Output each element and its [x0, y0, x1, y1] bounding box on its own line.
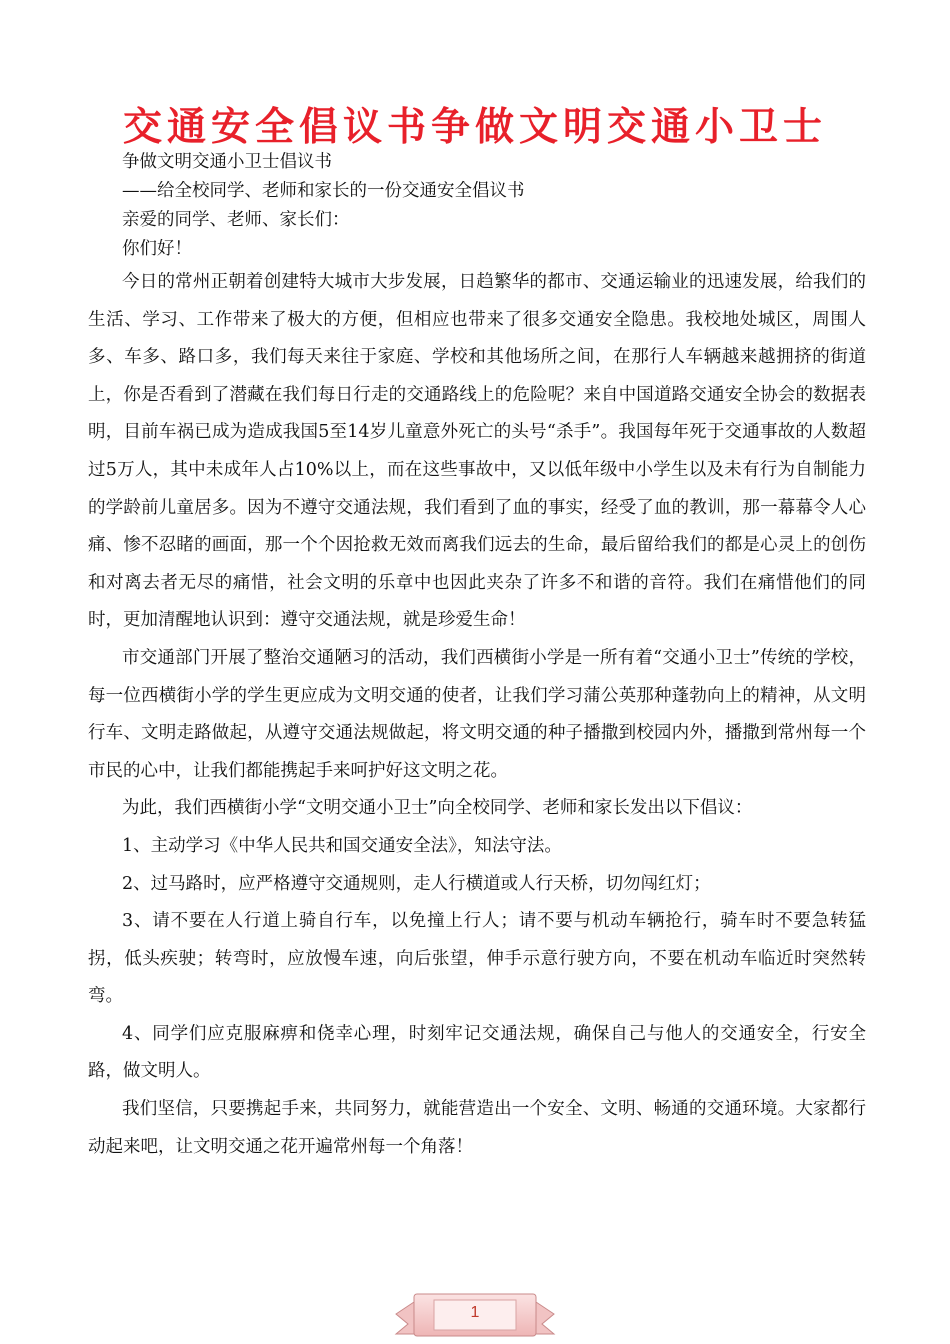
paragraph-closing: 我们坚信，只要携起手来，共同努力，就能营造出一个安全、文明、畅通的交通环境。大家都行动起来吧，让文明交通之花开遍常州每一个角落！	[88, 1099, 866, 1157]
paragraph-intro: 今日的常州正朝着创建特大城市大步发展，日趋繁华的都市、交通运输业的迅速发展，给我们的生活、学习、工作带来了极大的方便，但相应也带来了很多交通安全隐患。我校地处城区，周围人多、车多、路口多，我们每天来往于家庭、学校和其他场所之间，在那行人车辆越来越拥挤的街道上，你是否看到了潜藏在我们每日行走的交通路线上的危险呢？来自中国道路交通安全协会的数据表明，目前车祸已成为造成我国5至14岁儿童意外死亡的头号“杀手”。我国每年死于交通事故的人数超过5万人，其中未成年人占10%以上，而在这些事故中，又以低年级中小学生以及未有行为自制能力的学龄前儿童居多。因为不遵守交通法规，我们看到了血的事实，经受了血的教训，那一幕幕令人心痛、惨不忍睹的画面，那一个个因抢救无效而离我们远去的生命，最后留给我们的都是心灵上的创伤和对离去者无尽的痛惜，社会文明的乐章中也因此夹杂了许多不和谐的音符。我们在痛惜他们的同时，更加清醒地认识到：遵守交通法规，就是珍爱生命！	[88, 272, 866, 631]
page-number: 1	[470, 1304, 480, 1321]
paragraph-proposal-lead: 为此，我们西横街小学“文明交通小卫士”向全校同学、老师和家长发出以下倡议：	[122, 798, 753, 819]
proposal-item-2: 2、过马路时，应严格遵守交通规则，走人行横道或人行天桥，切勿闯红灯；	[122, 873, 711, 894]
page-number-ribbon	[392, 1284, 558, 1344]
letter-title-line: 争做文明交通小卫士倡议书	[122, 152, 332, 172]
salutation-line: 亲爱的同学、老师、家长们：	[122, 210, 350, 230]
proposal-item-4: 4、同学们应克服麻痹和侥幸心理，时刻牢记交通法规，确保自己与他人的交通安全，行安全路，做文明人。	[88, 1023, 866, 1082]
document-title: 交通安全倡议书争做文明交通小卫士	[122, 105, 827, 150]
paragraph-campaign: 市交通部门开展了整治交通陋习的活动，我们西横街小学是一所有着“交通小卫士”传统的学校，每一位西横街小学的学生更应成为文明交通的使者，让我们学习蒲公英那种蓬勃向上的精神，从文明行车、文明走路做起，从遵守交通法规做起，将文明交通的种子播撒到校园内外，播撒到常州每一个市民的心中，让我们都能携起手来呵护好这文明之花。	[88, 647, 866, 781]
proposal-item-1: 1、主动学习《中华人民共和国交通安全法》，知法守法。	[122, 835, 562, 856]
letter-subtitle-line: ——给全校同学、老师和家长的一份交通安全倡议书	[122, 181, 525, 201]
salutation-block	[88, 148, 866, 264]
document-body	[88, 148, 866, 1166]
proposal-item-3: 3、请不要在人行道上骑自行车，以免撞上行人；请不要与机动车辆抢行，骑车时不要急转猛拐，低头疾驶；转弯时，应放慢车速，向后张望，伸手示意行驶方向，不要在机动车临近时突然转弯。	[88, 911, 866, 1007]
greeting-line: 你们好！	[122, 239, 192, 259]
